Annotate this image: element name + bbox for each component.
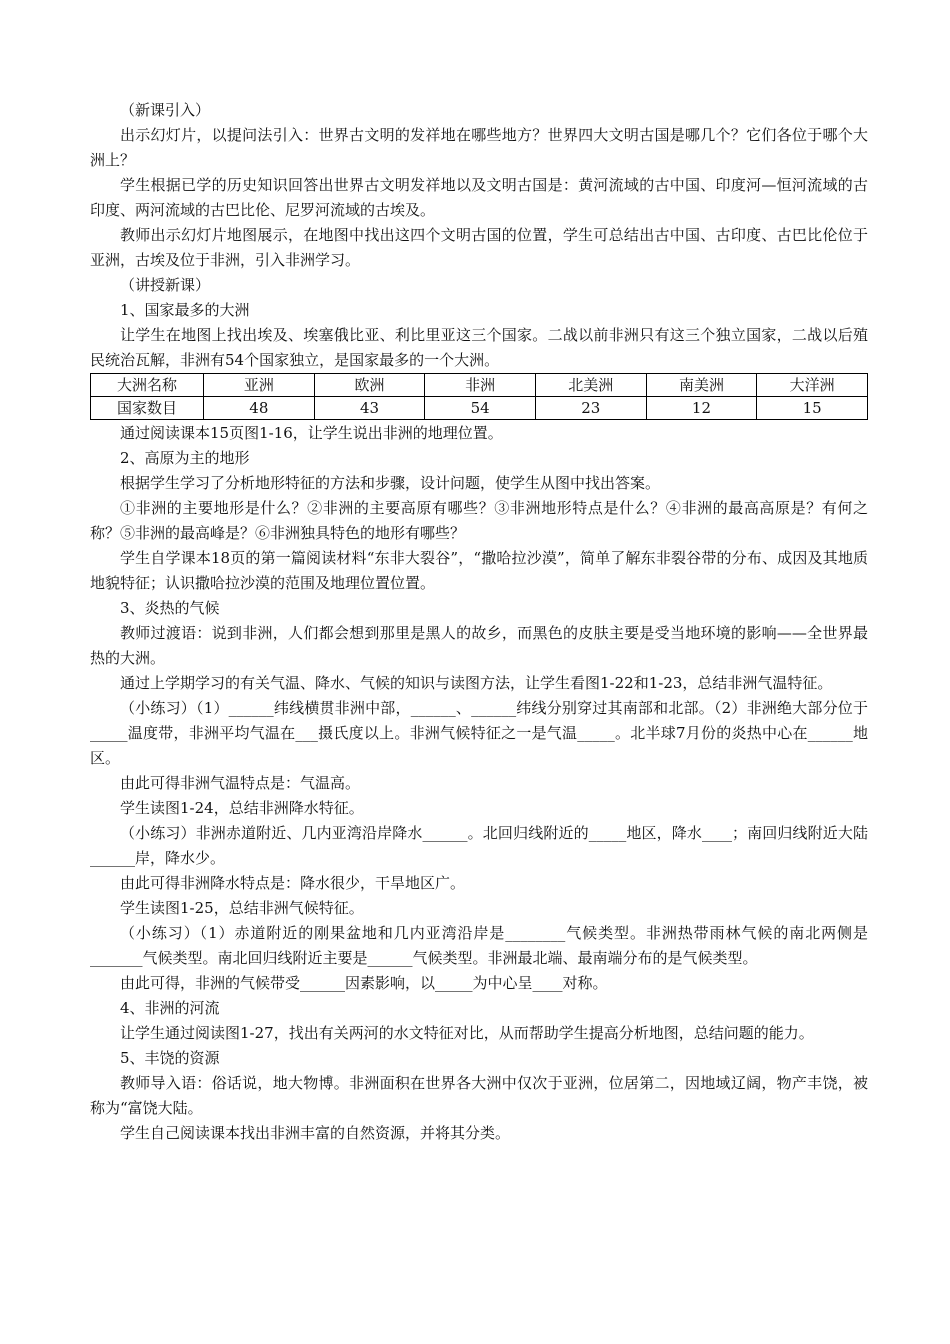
paragraph: ①非洲的主要地形是什么？②非洲的主要高原有哪些？③非洲地形特点是什么？④非洲的最高高原是？有何之称？⑤非洲的最高峰是？⑥非洲独具特色的地形有哪些？ [90,499,868,542]
exercise-paragraph: （小练习）非洲赤道附近、几内亚湾沿岸降水______。北回归线附近的_____地区，降水____；南回归线附近大陆______岸，降水少。 [90,824,868,867]
paragraph: 教师出示幻灯片地图展示，在地图中找出这四个文明古国的位置，学生可总结出古中国、古印度、古巴比伦位于亚洲，古埃及位于非洲，引入非洲学习。 [90,226,868,269]
table-cell: 南美洲 [646,374,757,397]
table-cell: 12 [646,397,757,420]
paragraph: 出示幻灯片，以提问法引入：世界古文明的发祥地在哪些地方？世界四大文明古国是哪几个？它们各位于哪个大洲上？ [90,126,868,169]
table-cell: 亚洲 [204,374,315,397]
paragraph: 学生读图1-25，总结非洲气候特征。 [120,899,364,917]
table-cell: 43 [314,397,425,420]
table-cell: 北美洲 [535,374,646,397]
paragraph: 教师过渡语：说到非洲，人们都会想到那里是黑人的故乡，而黑色的皮肤主要是受当地环境的影响——全世界最热的大洲。 [90,624,868,667]
paragraph: 学生根据已学的历史知识回答出世界古文明发祥地以及文明古国是：黄河流域的古中国、印度河—恒河流域的古印度、两河流域的古巴比伦、尼罗河流域的古埃及。 [90,176,868,219]
exercise-paragraph: （小练习）（1）______纬线横贯非洲中部，______、______纬线分别穿过其南部和北部。（2）非洲绝大部分位于_____温度带，非洲平均气温在___摄氏度以上。非洲气候特征之一是气温_____。北半球7月份的炎热中心在______地区。 [90,699,868,767]
heading-hot-climate: 3、炎热的气候 [120,599,220,617]
paragraph: 由此可得，非洲的气候带受______因素影响，以_____为中心呈____对称。 [120,974,608,992]
table-cell: 15 [757,397,868,420]
table-cell: 23 [535,397,646,420]
section-label-intro: （新课引入） [120,101,211,119]
intro-section [90,98,868,373]
table-cell: 大洋洲 [757,374,868,397]
continent-country-table [90,373,868,420]
paragraph: 根据学生学习了分析地形特征的方法和步骤，设计问题，使学生从图中找出答案。 [120,474,661,492]
table-cell: 54 [425,397,536,420]
paragraph: 由此可得非洲气温特点是：气温高。 [120,774,361,792]
paragraph: 学生自学课本18页的第一篇阅读材料“东非大裂谷”，“撒哈拉沙漠”，简单了解东非裂谷带的分布、成因及其地质地貌特征；认识撒哈拉沙漠的范围及地理位置位置。 [90,549,868,592]
table-cell: 欧洲 [314,374,425,397]
paragraph: 让学生通过阅读图1-27，找出有关两河的水文特征对比，从而帮助学生提高分析地图，总结问题的能力。 [120,1024,814,1042]
table-cell: 国家数目 [91,397,204,420]
paragraph: 教师导入语：俗话说，地大物博。非洲面积在世界各大洲中仅次于亚洲，位居第二，因地域辽阔，物产丰饶，被称为“富饶大陆。 [90,1074,868,1117]
body-section [90,421,868,1146]
table-cell: 大洲名称 [91,374,204,397]
table-cell: 48 [204,397,315,420]
table-row [91,397,868,420]
heading-plateau-terrain: 2、高原为主的地形 [120,449,250,467]
section-label-lecture: （讲授新课） [120,276,211,294]
heading-resources: 5、丰饶的资源 [120,1049,220,1067]
heading-most-countries: 1、国家最多的大洲 [120,301,250,319]
paragraph: 通过阅读课本15页图1-16，让学生说出非洲的地理位置。 [120,424,503,442]
table-cell: 非洲 [425,374,536,397]
table-header-row [91,374,868,397]
paragraph: 学生自己阅读课本找出非洲丰富的自然资源，并将其分类。 [120,1124,511,1142]
paragraph: 由此可得非洲降水特点是：降水很少，干旱地区广。 [120,874,466,892]
paragraph: 学生读图1-24，总结非洲降水特征。 [120,799,364,817]
paragraph: 让学生在地图上找出埃及、埃塞俄比亚、利比里亚这三个国家。二战以前非洲只有这三个独立国家，二战以后殖民统治瓦解，非洲有54个国家独立，是国家最多的一个大洲。 [90,326,868,369]
heading-rivers: 4、非洲的河流 [120,999,220,1017]
paragraph: 通过上学期学习的有关气温、降水、气候的知识与读图方法，让学生看图1-22和1-23，总结非洲气温特征。 [120,674,833,692]
exercise-paragraph: （小练习）（1）赤道附近的刚果盆地和几内亚湾沿岸是________气候类型。非洲热带雨林气候的南北两侧是_______气候类型。南北回归线附近主要是______气候类型。非洲最北端、最南端分布的是气候类型。 [90,924,868,967]
